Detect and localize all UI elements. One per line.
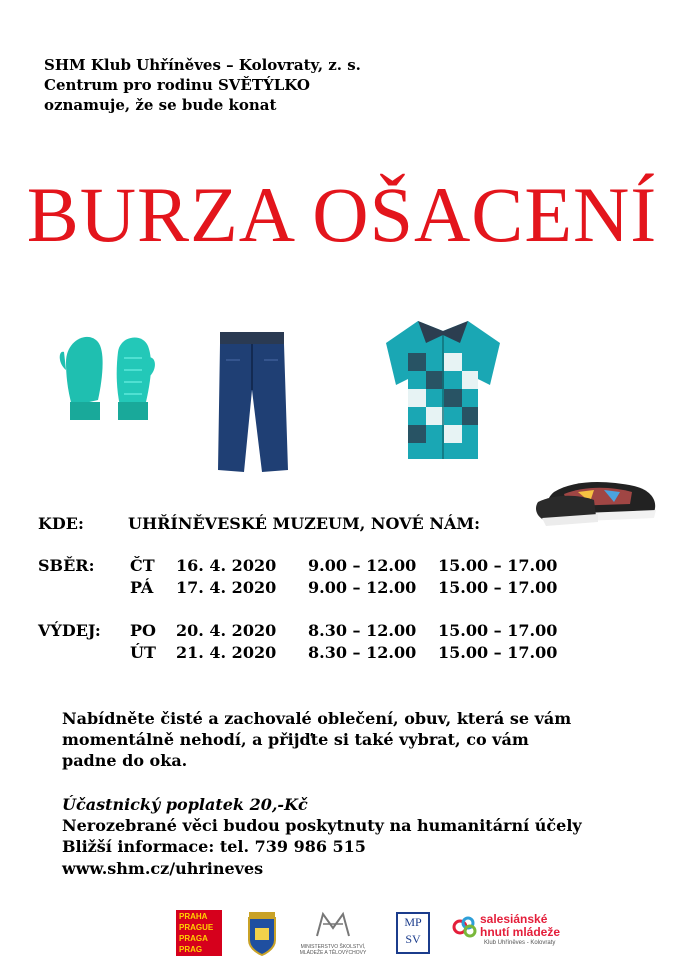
praha-logo — [176, 910, 222, 956]
info-text: Bližší informace: tel. 739 986 515 — [62, 837, 366, 856]
description-line: Nabídněte čisté a zachovalé oblečení, obuv, která se vám — [62, 709, 572, 728]
schedule-row — [130, 643, 590, 663]
salesian-text: hnutí mládeže — [480, 925, 561, 939]
description — [62, 708, 571, 771]
schedule-date: 21. 4. 2020 — [176, 643, 277, 662]
dispensing-label: VÝDEJ: — [38, 621, 101, 640]
coat-of-arms-icon — [247, 910, 277, 956]
schedule-afternoon: 15.00 – 17.00 — [438, 621, 558, 640]
schedule-row — [130, 556, 590, 576]
praha-word: PRAG — [179, 945, 203, 954]
salesian-text: salesiánské — [480, 912, 548, 926]
msmt-logo — [298, 910, 368, 956]
mpsv-text: SV — [405, 932, 421, 946]
place-value: UHŘÍNĚVESKÉ MUZEUM, NOVÉ NÁM: — [128, 514, 480, 533]
schedule-morning: 8.30 – 12.00 — [308, 621, 417, 640]
shirt-icon — [378, 313, 508, 463]
salesian-club-text: Klub Uhříněves - Kolovraty — [484, 940, 556, 946]
collection-label: SBĚR: — [38, 556, 95, 575]
msmt-mark-icon — [313, 910, 353, 940]
description-line: padne do oka. — [62, 751, 188, 770]
msmt-text: MINISTERSTVO ŠKOLSTVÍ, MLÁDEŽE A TĚLOVÝCHOVY — [299, 944, 367, 956]
organizer-line: SHM Klub Uhříněves – Kolovraty, z. s. — [44, 56, 361, 74]
schedule-day: ČT — [130, 556, 155, 575]
schedule-date: 20. 4. 2020 — [176, 621, 277, 640]
schedule-morning: 8.30 – 12.00 — [308, 643, 417, 662]
salesian-mark-icon — [452, 915, 478, 939]
center-line: Centrum pro rodinu SVĚTÝLKO — [44, 76, 310, 94]
announce-line: oznamuje, že se bude konat — [44, 96, 277, 114]
description-line: momentálně nehodí, a přijďte si také vybrat, co vám — [62, 730, 529, 749]
fee-text: Účastnický poplatek 20,-Kč — [62, 795, 308, 814]
praha-word: PRAGUE — [179, 923, 214, 932]
mpsv-text: MP — [404, 915, 422, 929]
schedule-day: PO — [130, 621, 156, 640]
schedule-date: 17. 4. 2020 — [176, 578, 277, 597]
schedule-row — [130, 578, 590, 598]
schedule-afternoon: 15.00 – 17.00 — [438, 556, 558, 575]
schedule-day: ÚT — [130, 643, 156, 662]
schedule-morning: 9.00 – 12.00 — [308, 578, 417, 597]
place-row — [38, 514, 638, 534]
praha-word: PRAHA — [179, 912, 208, 921]
schedule-afternoon: 15.00 – 17.00 — [438, 643, 558, 662]
website-link[interactable]: www.shm.cz/uhrineves — [62, 859, 264, 878]
salesian-logo — [452, 913, 560, 948]
schedule-afternoon: 15.00 – 17.00 — [438, 578, 558, 597]
schedule-date: 16. 4. 2020 — [176, 556, 277, 575]
intro-block — [44, 55, 361, 115]
place-label: KDE: — [38, 514, 84, 533]
mpsv-logo — [396, 912, 430, 954]
schedule-day: PÁ — [130, 578, 154, 597]
pants-icon — [212, 330, 292, 475]
schedule-morning: 9.00 – 12.00 — [308, 556, 417, 575]
unclaimed-text: Nerozebrané věci budou poskytnuty na humanitární účely — [62, 816, 582, 835]
event-title: BURZA OŠACENÍ — [26, 171, 658, 258]
schedule-row — [130, 621, 590, 641]
praha-word: PRAGA — [179, 934, 208, 943]
mittens-icon — [58, 322, 158, 422]
